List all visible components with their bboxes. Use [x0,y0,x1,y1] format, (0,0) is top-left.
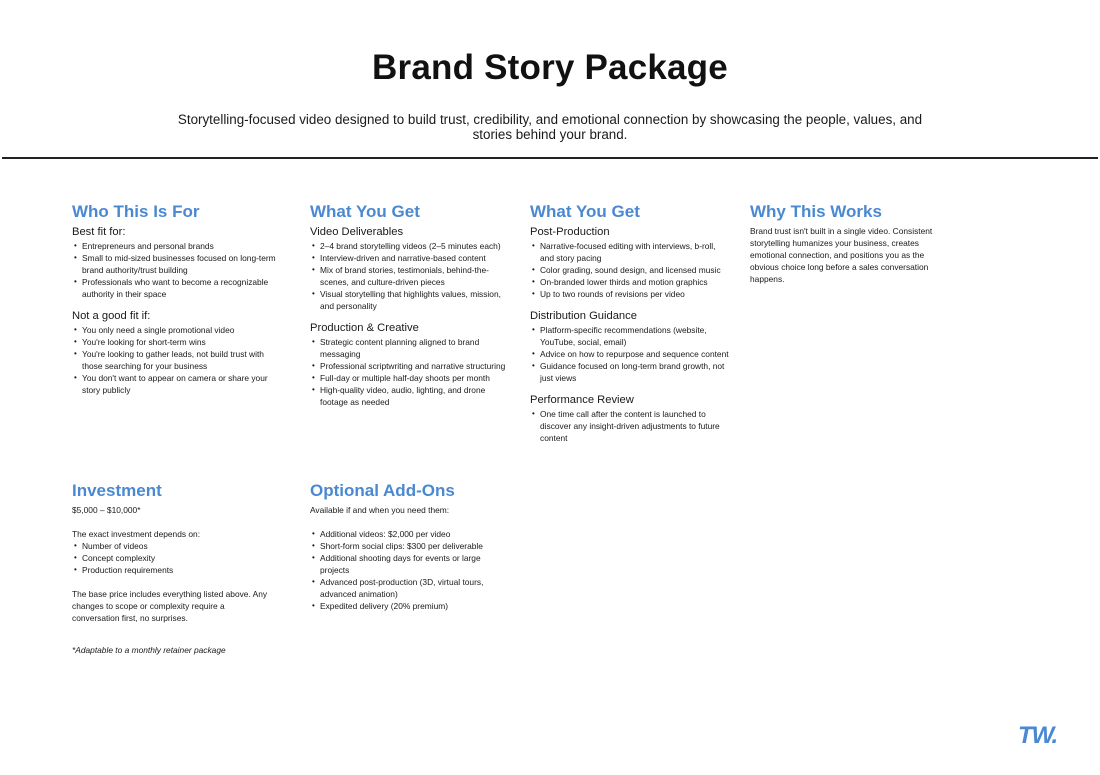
why-section [750,202,950,285]
list-item: • Narrative-focused editing with interviews, b-roll, and story pacing [530,240,730,264]
list-item: • Production requirements [72,564,272,576]
performance-list [530,408,730,444]
best-fit-list [72,240,277,300]
list-item: • Concept complexity [72,552,272,564]
production-label: Production & Creative [310,322,419,334]
tw-logo-icon [1018,722,1076,746]
post-production-list [530,240,730,300]
list-item: • Mix of brand stories, testimonials, behind-the-scenes, and culture-driven pieces [310,264,508,288]
list-item: • Expedited delivery (20% premium) [310,600,510,612]
depends-label: The exact investment depends on: [72,529,201,539]
page-subtitle: Storytelling-focused video designed to build trust, credibility, and emotional connection by showcasing the people, values, and stories behind your brand. [177,112,923,142]
list-item: • Number of videos [72,540,272,552]
page-title: Brand Story Package [372,48,728,87]
addons-section [310,481,510,612]
list-item: • Full-day or multiple half-day shoots per month [310,372,508,384]
list-item: • Color grading, sound design, and licensed music [530,264,730,276]
post-production-label: Post-Production [530,226,610,238]
get2-heading: What You Get [530,202,640,221]
investment-footnote: *Adaptable to a monthly retainer package [72,645,226,655]
investment-note: The base price includes everything listed above. Any changes to scope or complexity require a conversation first, no surprises. [72,589,268,623]
list-item: • High-quality video, audio, lighting, and drone footage as needed [310,384,508,408]
list-item: • Additional shooting days for events or large projects [310,552,510,576]
list-item: • Guidance focused on long-term brand growth, not just views [530,360,730,384]
list-item: • Visual storytelling that highlights values, mission, and personality [310,288,508,312]
list-item: • Small to mid-sized businesses focused on long-term brand authority/trust building [72,252,277,276]
performance-label: Performance Review [530,394,634,406]
list-item: • One time call after the content is launched to discover any insight-driven adjustments to future content [530,408,730,444]
list-item: • Short-form social clips: $300 per deliverable [310,540,510,552]
not-fit-list [72,324,277,396]
who-section [72,202,277,396]
production-list [310,336,508,408]
list-item: • Platform-specific recommendations (website, YouTube, social, email) [530,324,730,348]
list-item: • You only need a single promotional video [72,324,277,336]
list-item: • Additional videos: $2,000 per video [310,528,510,540]
video-deliverables-list [310,240,508,312]
why-body: Brand trust isn't built in a single video. Consistent storytelling humanizes your business, creates emotional connection, and positions you as the obvious choice long before a sales conversation happens. [750,226,933,284]
distribution-label: Distribution Guidance [530,310,637,322]
addons-intro: Available if and when you need them: [310,505,450,515]
best-fit-label: Best fit for: [72,226,126,238]
list-item: • Professionals who want to become a recognizable authority in their space [72,276,277,300]
distribution-list [530,324,730,384]
who-heading: Who This Is For [72,202,200,221]
list-item: • Entrepreneurs and personal brands [72,240,277,252]
list-item: • You're looking to gather leads, not build trust with those searching for your business [72,348,277,372]
list-item: • 2–4 brand storytelling videos (2–5 minutes each) [310,240,508,252]
investment-heading: Investment [72,481,162,500]
list-item: • You're looking for short-term wins [72,336,277,348]
list-item: • Advice on how to repurpose and sequence content [530,348,730,360]
header-divider [2,157,1098,159]
list-item: • On-branded lower thirds and motion graphics [530,276,730,288]
list-item: • Strategic content planning aligned to brand messaging [310,336,508,360]
addons-heading: Optional Add-Ons [310,481,455,500]
investment-price: $5,000 – $10,000* [72,505,141,515]
list-item: • You don't want to appear on camera or share your story publicly [72,372,277,396]
list-item: • Professional scriptwriting and narrative structuring [310,360,508,372]
video-deliverables-label: Video Deliverables [310,226,404,238]
get-section-1 [310,202,508,408]
why-heading: Why This Works [750,202,882,221]
list-item: • Interview-driven and narrative-based content [310,252,508,264]
get-section-2 [530,202,730,444]
svg-text:TW.: TW. [1018,722,1058,746]
depends-list [72,540,272,576]
brand-logo [1018,722,1076,746]
get1-heading: What You Get [310,202,420,221]
list-item: • Advanced post-production (3D, virtual tours, advanced animation) [310,576,510,600]
list-item: • Up to two rounds of revisions per video [530,288,730,300]
not-fit-label: Not a good fit if: [72,310,151,322]
investment-section [72,481,272,656]
addons-list [310,528,510,612]
